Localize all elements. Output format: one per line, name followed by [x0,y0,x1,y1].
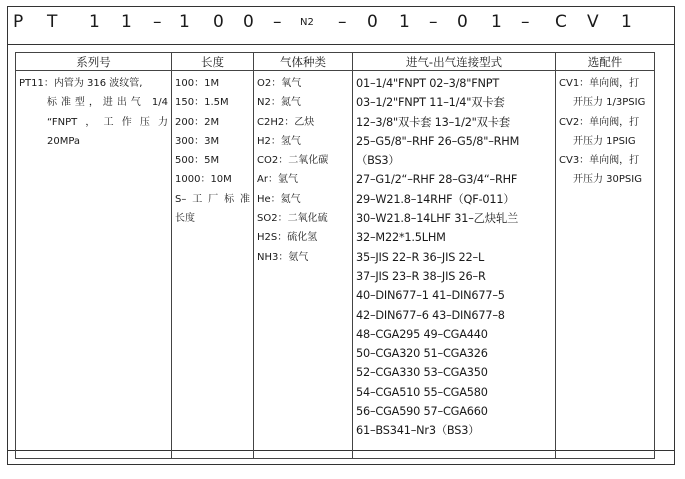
header-connection: 进气-出气连接型式 [353,53,556,71]
connection-item: 03–1/2"FNPT 11–1/4"双卡套 [356,96,505,110]
code-char: 0 [457,12,468,32]
option-line: 开压力 30PSIG [573,174,642,186]
gas-item: O2：氧气 [257,78,302,89]
gas-item: H2：氢气 [257,135,301,147]
option-line: 开压力 1/3PSIG [573,97,646,109]
code-char: 1 [179,12,190,32]
connection-cell [353,71,556,459]
header-gas: 气体种类 [254,53,353,71]
gas-item: He：氦气 [257,193,301,205]
option-line: 开压力 1PSIG [573,135,636,147]
option-line: CV2：单向阀，打 [559,116,640,128]
gas-item: SO2：二氧化硫 [257,213,328,225]
length-item: S–工厂标准 [175,193,250,205]
connection-item: 12–3/8"双卡套 13–1/2"双卡套 [356,115,510,129]
code-char: 1 [621,12,632,32]
spec-table [15,52,655,459]
connection-item: 52–CGA330 53–CGA350 [356,366,488,380]
code-char: 0 [213,12,224,32]
code-char: C [555,12,567,32]
connection-item: 29–W21.8–14RHF（QF-011） [356,192,515,206]
code-gas: N2 [300,17,314,28]
code-char: P [13,12,24,32]
connection-item: 37–JIS 23–R 38–JIS 26–R [356,269,486,283]
gas-item: CO2：二氧化碳 [257,155,329,167]
code-char: – [521,12,530,32]
code-char: – [273,12,282,32]
connection-item: 27–G1/2“–RHF 28–G3/4“–RHF [356,173,518,187]
option-line: CV1：单向阀，打 [559,78,640,89]
series-line: 20MPa [47,135,81,147]
header-length: 长度 [172,53,254,71]
option-line: CV3：单向阀，打 [559,155,640,167]
connection-item: 25–G5/8"–RHF 26–G5/8"–RHM [356,134,520,148]
series-line: “FNPT，工作压力 [47,116,168,128]
code-char: – [153,12,162,32]
code-char: – [338,12,347,32]
connection-item: 54–CGA510 55–CGA580 [356,385,488,399]
gas-cell [254,71,353,459]
code-char: 1 [399,12,410,32]
connection-item: 56–CGA590 57–CGA660 [356,405,488,419]
length-item: 300：3M [175,135,220,147]
series-cell [16,71,172,459]
code-char: 1 [121,12,132,32]
table-body-row [16,71,655,459]
options-cell [556,71,655,459]
connection-item: 50–CGA320 51–CGA326 [356,347,488,361]
code-char: V [587,12,599,32]
connection-item: 61–BS341–Nr3（BS3） [356,424,480,438]
table-header-row [16,53,655,71]
gas-item: N2：氮气 [257,97,301,109]
connection-item: 35–JIS 22–R 36–JIS 22–L [356,250,485,264]
header-options: 选配件 [556,53,655,71]
length-item: 100：1M [175,78,220,89]
length-item: 1000：10M [175,174,232,186]
series-line: 标准型，进出气 1/4 [47,97,168,109]
length-item: 长度 [175,213,195,225]
gas-item: NH3：氨气 [257,251,309,263]
gas-item: C2H2：乙炔 [257,116,315,128]
gas-item: Ar：氩气 [257,174,298,186]
connection-item: 32–M22*1.5LHM [356,231,446,245]
code-char: – [429,12,438,32]
connection-item: 01–1/4"FNPT 02–3/8"FNPT [356,77,500,90]
connection-item: 48–CGA295 49–CGA440 [356,327,488,341]
code-char: 1 [89,12,100,32]
connection-item: 40–DIN677–1 41–DIN677–5 [356,289,505,303]
code-char: T [47,12,58,32]
connection-item: （BS3） [356,154,400,168]
code-char: 1 [491,12,502,32]
length-item: 500：5M [175,155,220,167]
divider-top [7,44,675,45]
length-cell [172,71,254,459]
connection-item: 30–W21.8–14LHF 31–乙炔轧兰 [356,212,519,226]
header-series: 系列号 [16,53,172,71]
gas-item: H2S：硫化氢 [257,232,318,244]
length-item: 150：1.5M [175,97,229,109]
code-char: 0 [367,12,378,32]
connection-item: 42–DIN677–6 43–DIN677–8 [356,308,505,322]
length-item: 200：2M [175,116,220,128]
model-code [7,8,675,42]
code-char: 0 [243,12,254,32]
series-line: PT11：内管为 316 波纹管, [19,78,143,89]
